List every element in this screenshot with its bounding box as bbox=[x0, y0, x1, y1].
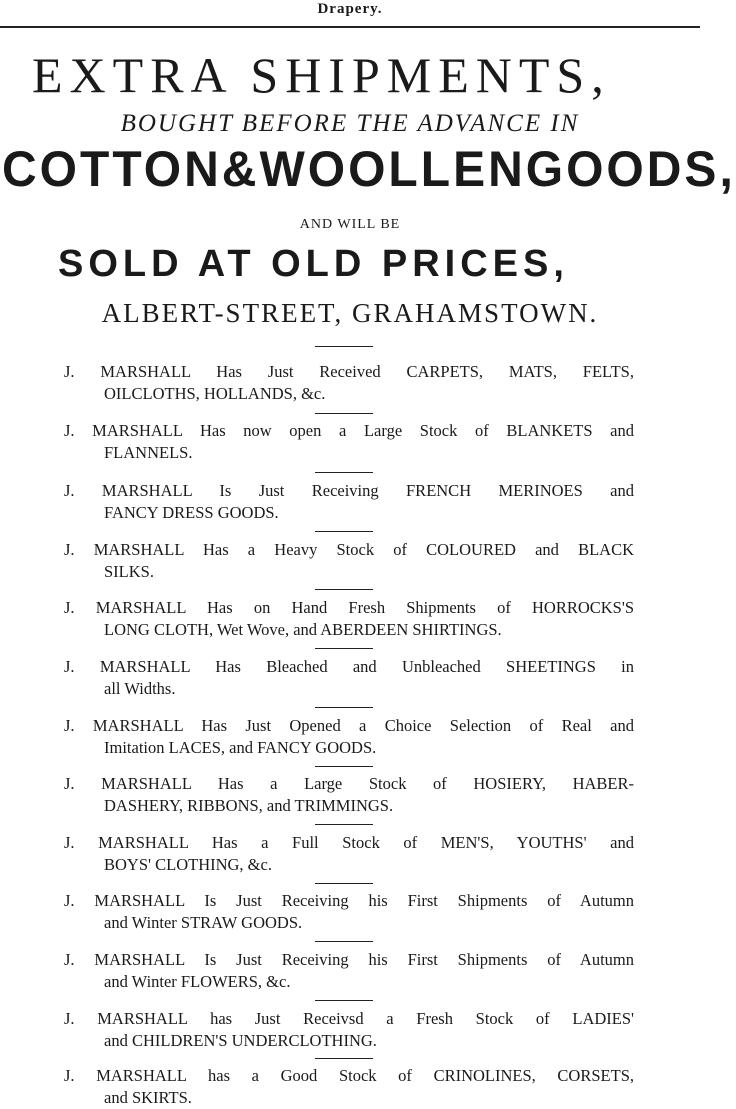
list-item bbox=[64, 715, 634, 759]
separator-rule bbox=[315, 346, 373, 347]
item-line: J. MARSHALL Has now open a Large Stock of BLANKETS and bbox=[64, 421, 634, 440]
headline-and-will-be: AND WILL BE bbox=[299, 217, 401, 232]
separator-rule bbox=[315, 824, 373, 825]
item-line: LONG CLOTH, Wet Wove, and ABERDEEN SHIRTINGS. bbox=[104, 620, 502, 639]
item-line: J. MARSHALL Has a Full Stock of MEN'S, YOUTHS' and bbox=[64, 833, 634, 852]
item-line: J. MARSHALL Has Just Opened a Choice Selection of Real and bbox=[64, 716, 634, 735]
header-rule bbox=[0, 26, 700, 28]
item-line: OILCLOTHS, HOLLANDS, &c. bbox=[104, 384, 326, 403]
separator-rule bbox=[315, 1000, 373, 1001]
separator-rule bbox=[315, 648, 373, 649]
headline-cotton-woollen bbox=[2, 141, 736, 199]
list-item bbox=[64, 890, 634, 934]
item-line: SILKS. bbox=[104, 562, 154, 581]
item-line: FLANNELS. bbox=[104, 443, 193, 462]
item-line: and Winter STRAW GOODS. bbox=[104, 913, 303, 932]
item-line: BOYS' CLOTHING, &c. bbox=[104, 855, 272, 874]
item-line: and SKIRTS. bbox=[104, 1088, 192, 1107]
item-line: J. MARSHALL Is Just Receiving his First Shipments of Autumn bbox=[64, 950, 634, 969]
item-line: J. MARSHALL Has a Heavy Stock of COLOURED and BLACK bbox=[64, 540, 634, 559]
headline-word: COTTON bbox=[2, 141, 222, 198]
headline-sold-old-prices: SOLD AT OLD PRICES, bbox=[58, 243, 569, 285]
separator-rule bbox=[315, 707, 373, 708]
list-item bbox=[64, 949, 634, 993]
headline-address: ALBERT-STREET, GRAHAMSTOWN. bbox=[101, 298, 599, 328]
list-item bbox=[64, 656, 634, 700]
separator-rule bbox=[315, 1058, 373, 1059]
headline-extra-shipments: EXTRA SHIPMENTS, bbox=[32, 47, 611, 103]
item-line: Imitation LACES, and FANCY GOODS. bbox=[104, 738, 377, 757]
separator-rule bbox=[315, 589, 373, 590]
list-item bbox=[64, 597, 634, 641]
separator-rule bbox=[315, 531, 373, 532]
section-label: Drapery. bbox=[317, 1, 383, 17]
item-line: J. MARSHALL Is Just Receiving FRENCH MERINOES and bbox=[64, 481, 634, 500]
list-item bbox=[64, 1065, 634, 1109]
item-line: J. MARSHALL Has Just Received CARPETS, MATS, FELTS, bbox=[64, 362, 634, 381]
headline-word: & bbox=[221, 141, 260, 198]
separator-rule bbox=[315, 472, 373, 473]
item-line: and CHILDREN'S UNDERCLOTHING. bbox=[104, 1031, 377, 1050]
item-line: J. MARSHALL has Just Receivsd a Fresh Stock of LADIES' bbox=[64, 1009, 634, 1028]
item-line: and Winter FLOWERS, &c. bbox=[104, 972, 291, 991]
item-line: all Widths. bbox=[104, 679, 176, 698]
list-item bbox=[64, 361, 634, 405]
headline-word: WOOLLEN bbox=[259, 141, 526, 198]
headline-bought-before: BOUGHT BEFORE THE ADVANCE IN bbox=[120, 110, 580, 137]
list-item bbox=[64, 420, 634, 464]
separator-rule bbox=[315, 941, 373, 942]
item-line: DASHERY, RIBBONS, and TRIMMINGS. bbox=[104, 796, 394, 815]
item-line: J. MARSHALL has a Good Stock of CRINOLINES, CORSETS, bbox=[64, 1066, 634, 1085]
list-item bbox=[64, 773, 634, 817]
list-item bbox=[64, 480, 634, 524]
list-item bbox=[64, 832, 634, 876]
separator-rule bbox=[315, 766, 373, 767]
item-line: J. MARSHALL Has on Hand Fresh Shipments of HORROCKS'S bbox=[64, 598, 634, 617]
item-line: J. MARSHALL Has Bleached and Unbleached SHEETINGS in bbox=[64, 657, 634, 676]
list-item bbox=[64, 1008, 634, 1052]
separator-rule bbox=[315, 413, 373, 414]
item-line: J. MARSHALL Has a Large Stock of HOSIERY, HABER- bbox=[64, 774, 634, 793]
item-line: J. MARSHALL Is Just Receiving his First Shipments of Autumn bbox=[64, 891, 634, 910]
separator-rule bbox=[315, 883, 373, 884]
headline-word: GOODS, bbox=[525, 141, 736, 198]
list-item bbox=[64, 539, 634, 583]
item-line: FANCY DRESS GOODS. bbox=[104, 503, 279, 522]
